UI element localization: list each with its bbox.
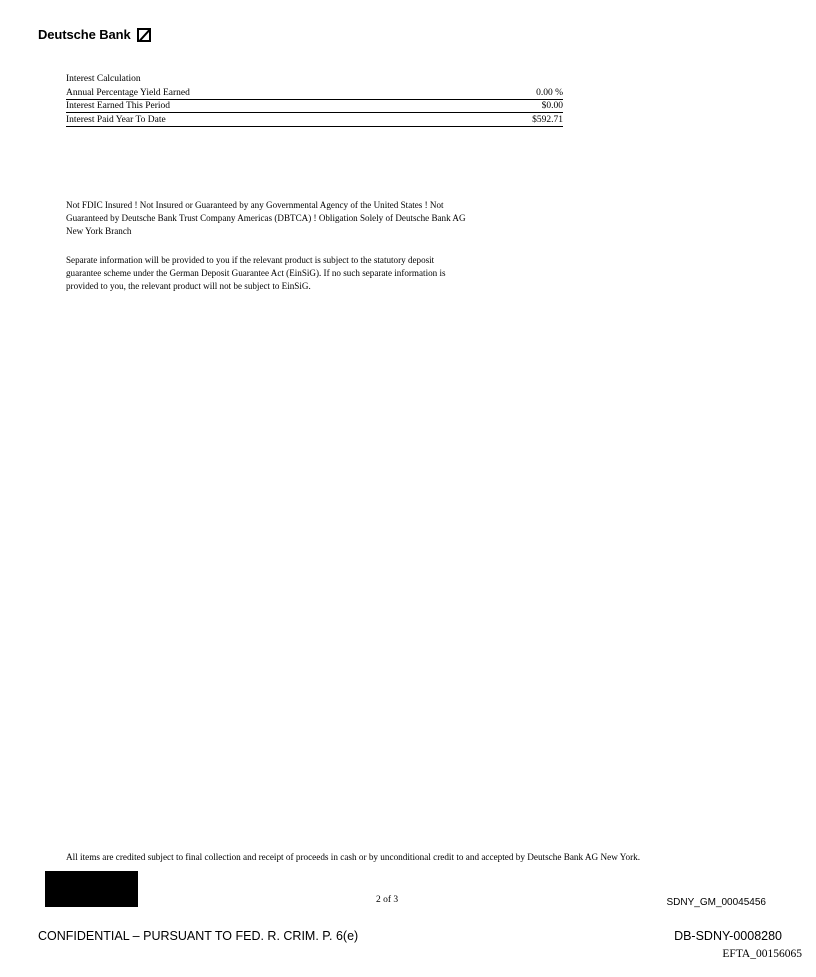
- row-label: Annual Percentage Yield Earned: [66, 87, 190, 98]
- credit-note: All items are credited subject to final collection and receipt of proceeds in cash or by unconditional credit to and accepted by Deutsche Bank AG New York.: [66, 852, 641, 862]
- einsig-line: provided to you, the relevant product will not be subject to EinSiG.: [66, 281, 311, 291]
- bates-db-sdny: DB-SDNY-0008280: [674, 929, 782, 943]
- row-value: 0.00 %: [536, 87, 563, 98]
- fdic-line: Guaranteed by Deutsche Bank Trust Company Americas (DBTCA) ! Obligation Solely of Deutsche Bank AG: [66, 213, 466, 223]
- table-row: [66, 86, 563, 100]
- row-value: $0.00: [541, 101, 563, 111]
- row-value: $592.71: [532, 114, 563, 125]
- brand-name: Deutsche Bank: [38, 27, 131, 42]
- bates-efta: EFTA_00156065: [722, 948, 802, 960]
- fdic-line: New York Branch: [66, 226, 132, 236]
- bates-sdny-gm: SDNY_GM_00045456: [666, 897, 766, 908]
- table-row: [66, 100, 563, 114]
- bank-brand: [38, 27, 151, 42]
- deutsche-bank-logo-icon: [137, 28, 151, 42]
- einsig-disclaimer: [66, 254, 536, 293]
- interest-heading: Interest Calculation: [66, 74, 141, 84]
- row-label: Interest Earned This Period: [66, 101, 171, 111]
- redaction-box: [45, 871, 138, 907]
- fdic-disclaimer: [66, 199, 536, 238]
- row-label: Interest Paid Year To Date: [66, 114, 166, 125]
- confidential-notice: CONFIDENTIAL – PURSUANT TO FED. R. CRIM. P. 6(e): [38, 929, 359, 943]
- fdic-line: Not FDIC Insured ! Not Insured or Guaranteed by any Governmental Agency of the United States ! Not: [66, 200, 444, 210]
- page-number: 2 of 3: [376, 895, 399, 905]
- interest-calculation-table: [66, 73, 563, 127]
- table-row: [66, 113, 563, 127]
- einsig-line: Separate information will be provided to you if the relevant product is subject to the statutory deposit: [66, 255, 435, 265]
- einsig-line: guarantee scheme under the German Deposit Guarantee Act (EinSiG). If no such separate information is: [66, 268, 446, 278]
